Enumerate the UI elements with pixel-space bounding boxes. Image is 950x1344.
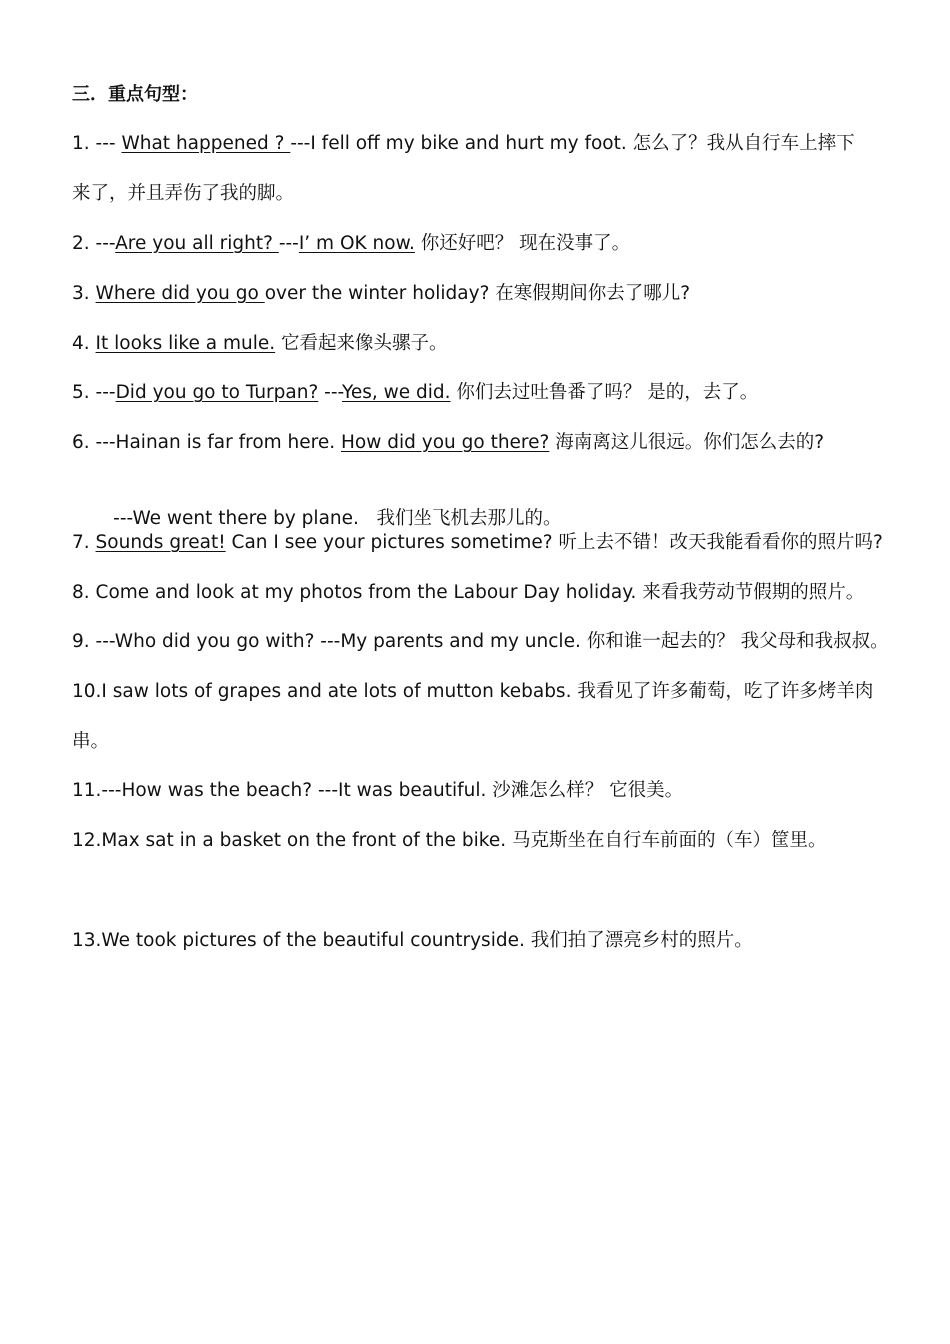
- sentence-text: 9. ---Who did you go with? ---My parents and my uncle. 你和谁一起去的？ 我父母和我叔叔。: [72, 631, 889, 652]
- key-phrase: Did you go to Turpan?: [115, 382, 319, 403]
- sentence-text: 它看起来像头骡子。: [275, 333, 448, 354]
- sentence-text: 海南离这儿很远。你们怎么去的?: [549, 432, 825, 453]
- sentence-text: Can I see your pictures sometime? 听上去不错！改天我能看看你的照片吗?: [225, 532, 883, 553]
- key-phrase: What happened ?: [121, 133, 291, 154]
- sentence-text: 8. Come and look at my photos from the Labour Day holiday. 来看我劳动节假期的照片。: [72, 582, 865, 603]
- sentence-10-continued: [72, 729, 109, 755]
- sentence-number: 2. ---: [72, 233, 116, 254]
- key-phrase: I’ m OK now.: [298, 233, 415, 254]
- sentence-text: 13.We took pictures of the beautiful countryside. 我们拍了漂亮乡村的照片。: [72, 930, 753, 951]
- sentence-1: [72, 131, 855, 157]
- sentence-12: [72, 828, 827, 854]
- sentence-text: ---I fell off my bike and hurt my foot. 怎么了？我从自行车上摔下: [290, 133, 855, 154]
- sentence-text: 你们去过吐鲁番了吗？ 是的，去了。: [450, 382, 759, 403]
- sentence-5: [72, 380, 758, 406]
- sentence-text: 你还好吧？ 现在没事了。: [414, 233, 631, 254]
- section-heading: 三．重点句型：: [72, 84, 198, 105]
- sentence-2: [72, 231, 630, 257]
- sentence-9: [72, 629, 889, 655]
- key-phrase: Yes, we did.: [342, 382, 451, 403]
- sentence-text: 来了，并且弄伤了我的脚。: [72, 183, 295, 204]
- sentence-text: 12.Max sat in a basket on the front of the bike. 马克斯坐在自行车前面的（车）筐里。: [72, 830, 827, 851]
- sentence-number: 1. ---: [72, 133, 122, 154]
- sentence-10: [72, 679, 873, 705]
- sentence-text: 串。: [72, 731, 110, 752]
- sentence-3: [72, 281, 690, 307]
- sentence-4: [72, 331, 448, 357]
- key-phrase: How did you go there?: [341, 432, 550, 453]
- sentence-7: [72, 530, 883, 556]
- sentence-number: 3.: [72, 283, 96, 304]
- sentence-number: 5. ---: [72, 382, 116, 403]
- sentence-text: 11.---How was the beach? ---It was beautiful. 沙滩怎么样？ 它很美。: [72, 780, 684, 801]
- key-phrase: Sounds great!: [95, 532, 226, 553]
- sentence-1-continued: [72, 181, 294, 207]
- sentence-13: [72, 928, 753, 954]
- sentence-text: 6. ---Hainan is far from here.: [72, 432, 341, 453]
- sentence-8: [72, 580, 864, 606]
- key-phrase: Are you all right?: [115, 233, 279, 254]
- sentence-6: [72, 430, 824, 456]
- sentence-text: ---: [278, 233, 299, 254]
- sentence-number: 7.: [72, 532, 96, 553]
- sentence-11: [72, 778, 683, 804]
- key-phrase: It looks like a mule.: [95, 333, 276, 354]
- sentence-text: 10.I saw lots of grapes and ate lots of mutton kebabs. 我看见了许多葡萄，吃了许多烤羊肉: [72, 681, 874, 702]
- sentence-number: 4.: [72, 333, 96, 354]
- sentence-text: over the winter holiday? 在寒假期间你去了哪儿?: [264, 283, 691, 304]
- key-phrase: Where did you go: [95, 283, 265, 304]
- sentence-text: ---: [318, 382, 343, 403]
- sentence-text: ---We went there by plane. 我们坐飞机去那儿的。: [95, 508, 562, 529]
